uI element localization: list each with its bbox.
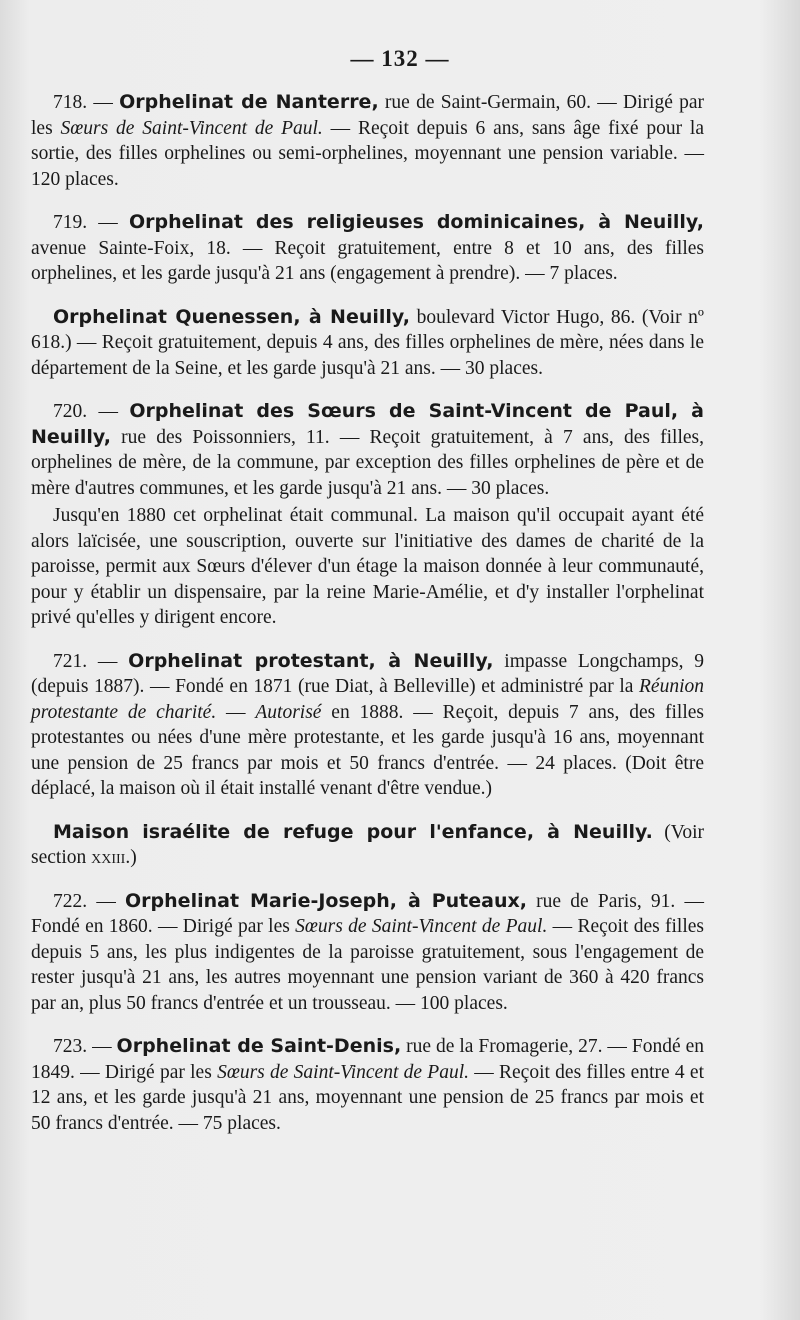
entry-title: Orphelinat Quenessen, à Neuilly, bbox=[53, 305, 411, 328]
entry-text: — Reçoit des filles depuis 5 ans, les plus indigentes de la paroisse gratuitement, sous l'engagement de rester jusqu'à 21 ans, les autres moyennant une pension variant de 360 à 420 francs par an, plus 50 francs d'entrée et un trousseau. — 100 places. bbox=[31, 916, 704, 1014]
entry-title: Orphelinat des Sœurs de Saint-Vincent de Paul, à Neuilly, bbox=[31, 400, 705, 448]
entry-title: Orphelinat de Saint-Denis, bbox=[116, 1035, 402, 1057]
entry-title: Orphelinat Marie-Joseph, à Puteaux, bbox=[125, 889, 527, 912]
entry-719 bbox=[31, 210, 704, 287]
entry-text: rue de Saint-Germain, 60. — Dirigé par les bbox=[31, 92, 705, 139]
entry-maison-israelite bbox=[31, 820, 704, 871]
entry-title: Maison israélite de refuge pour l'enfance, à Neuilly. bbox=[53, 820, 653, 843]
entry-text: (Voir section bbox=[31, 821, 704, 868]
entry-720-history: Jusqu'en 1880 cet orphelinat était communal. La maison qu'il occupait ayant été alors laïcisée, une souscription, ouverte sur l'initiative des dames de charité de la paroisse, permit aux Sœurs d'élever d'un étage la maison donnée à leur communauté, pour y établir un dispensaire, par la reine Marie-Amélie, et d'y installer l'orphelinat privé qu'elles y dirigent encore. bbox=[31, 505, 704, 628]
page-number: — 132 — bbox=[350, 46, 450, 71]
entry-number: 721. — bbox=[53, 650, 129, 672]
entry-720 bbox=[31, 399, 704, 501]
entry-number: 718. — bbox=[53, 92, 120, 113]
section-ref: xxiii bbox=[91, 847, 126, 868]
entry-718 bbox=[31, 90, 704, 192]
page-body bbox=[31, 90, 704, 1154]
entry-number: 723. — bbox=[53, 1036, 117, 1057]
entry-quenessen bbox=[31, 305, 704, 382]
entry-title: Orphelinat de Nanterre, bbox=[119, 91, 379, 113]
entry-text: .) bbox=[125, 847, 137, 868]
entry-723 bbox=[31, 1034, 704, 1136]
entry-italic: Réunion protestante de charité. bbox=[31, 676, 704, 723]
entry-text: rue de Paris, 91. — Fondé en 1860. — Dirigé par les bbox=[31, 890, 704, 937]
entry-text: — Reçoit depuis 6 ans, sans âge fixé pour la sortie, des filles orphelines ou semi-orphelines, moyennant une pension variable. — 120 places. bbox=[31, 117, 704, 190]
entry-text: rue de la Fromagerie, 27. — Fondé en 1849. — Dirigé par les bbox=[31, 1036, 705, 1083]
entry-722 bbox=[31, 889, 704, 1017]
entry-number: 722. — bbox=[53, 890, 126, 912]
entry-text: — bbox=[216, 701, 256, 723]
entry-title: Orphelinat protestant, à Neuilly, bbox=[128, 649, 494, 672]
entry-italic: Autorisé bbox=[255, 701, 322, 723]
entry-text: rue des Poissonniers, 11. — Reçoit gratuitement, à 7 ans, des filles, orphelines de mère, de la commune, par exception des filles orphelines de père et de mère d'autres communes, et les garde jusqu'à 21 ans. — 30 places. bbox=[31, 426, 704, 499]
entry-italic: Sœurs de Saint-Vincent de Paul. bbox=[60, 117, 323, 139]
entry-number: 719. — bbox=[53, 212, 129, 233]
entry-text: boulevard Victor Hugo, 86. (Voir nº 618.) — Reçoit gratuitement, depuis 4 ans, des filles orphelines de mère, nées dans le département de la Seine, et les garde jusqu'à 21 ans. — 30 places. bbox=[31, 306, 704, 379]
entry-title: Orphelinat des religieuses dominicaines, à Neuilly, bbox=[128, 211, 705, 233]
entry-text: — Reçoit des filles entre 4 et 12 ans, et les garde jusqu'à 21 ans, moyennant une pension de 25 francs par mois et 50 francs d'entrée. — 75 places. bbox=[31, 1061, 704, 1134]
entry-text: avenue Sainte-Foix, 18. — Reçoit gratuitement, entre 8 et 10 ans, des filles orphelines, et les garde jusqu'à 21 ans (engagement à prendre). — 7 places. bbox=[31, 237, 704, 284]
entry-number: 720. — bbox=[53, 401, 130, 422]
entry-italic: Sœurs de Saint-Vincent de Paul. bbox=[295, 916, 548, 937]
entry-italic: Sœurs de Saint-Vincent de Paul. bbox=[217, 1061, 469, 1083]
entry-text: impasse Longchamps, 9 (depuis 1887). — Fondé en 1871 (rue Diat, à Belleville) et administré par la bbox=[31, 650, 705, 697]
entry-721 bbox=[31, 649, 704, 802]
entry-text: en 1888. — Reçoit, depuis 7 ans, des filles protestantes ou nées d'une mère protestante, et les garde jusqu'à 16 ans, moyennant une pension de 25 francs par mois et 50 francs d'entrée. — 24 places. (Doit être déplacé, la maison où il était installé venant d'être vendue.) bbox=[31, 701, 705, 799]
